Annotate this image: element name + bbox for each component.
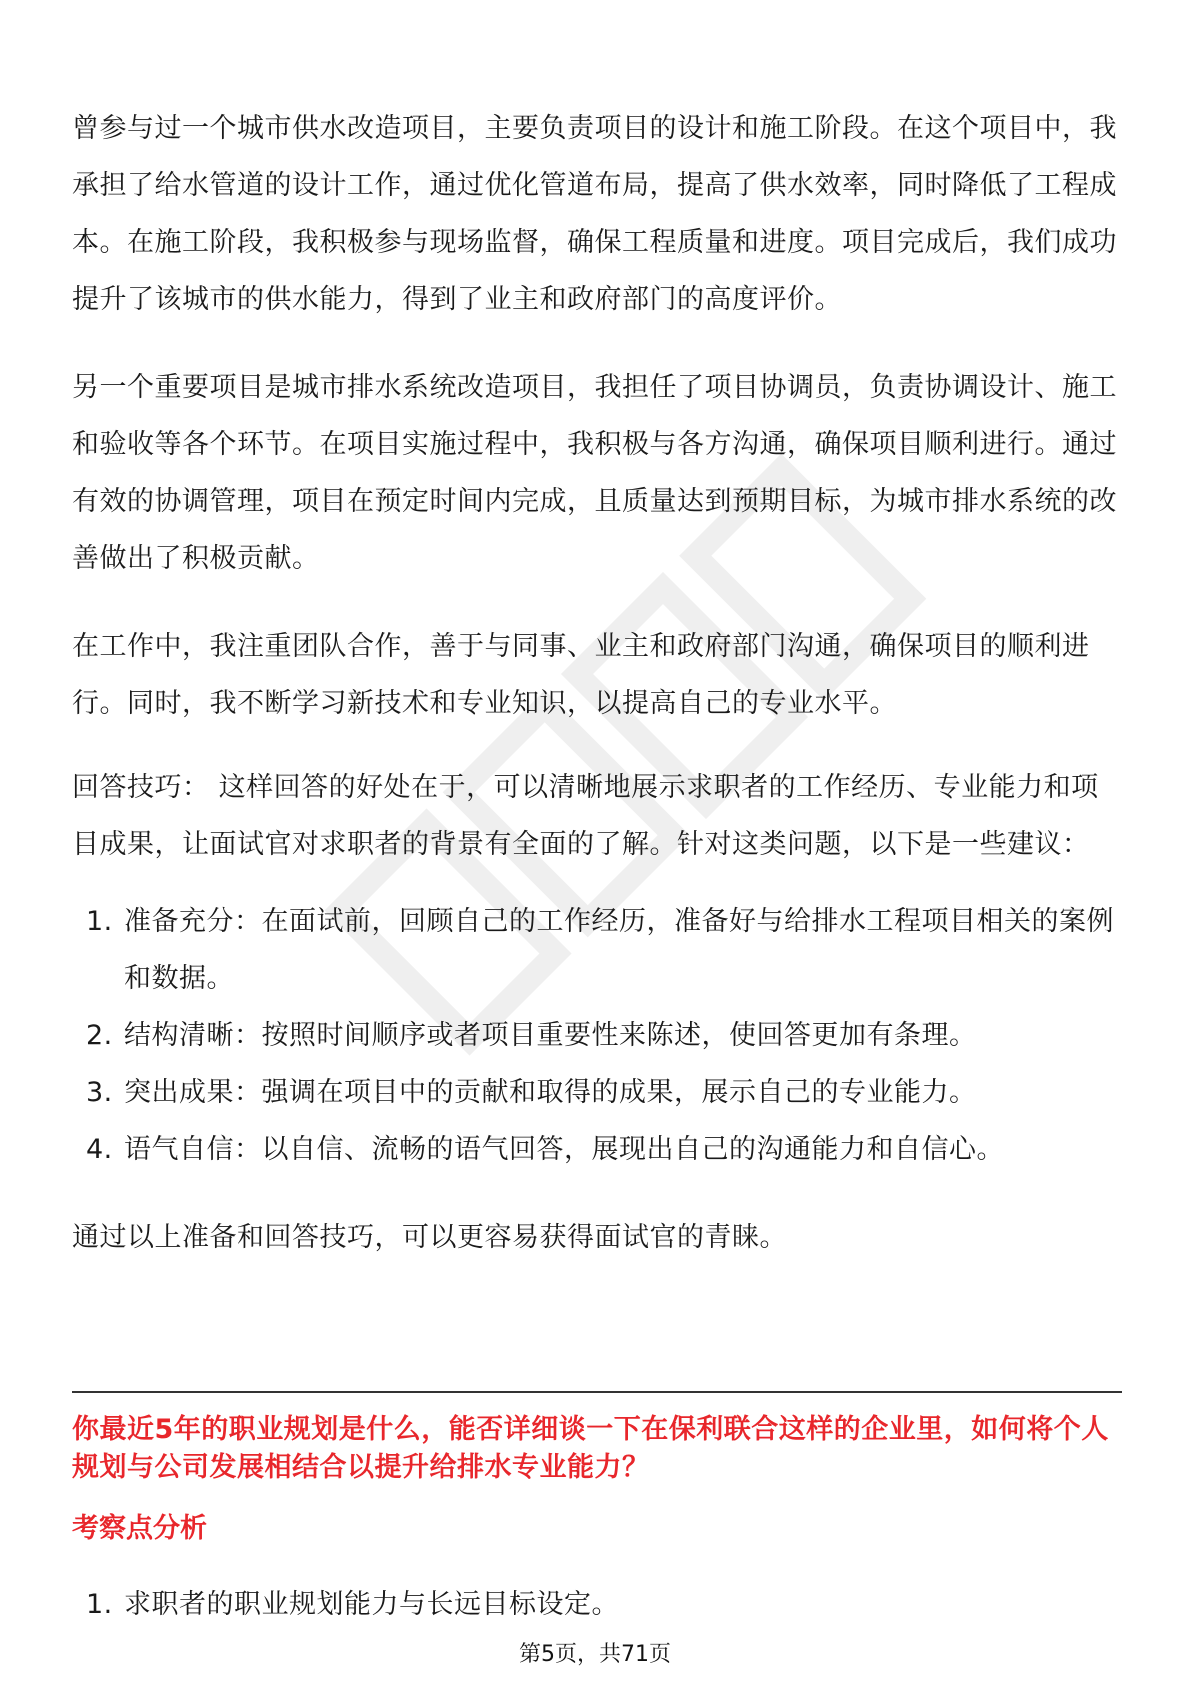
list-item-text: 结构清晰：按照时间顺序或者项目重要性来陈述，使回答更加有条理。 xyxy=(124,1020,977,1051)
list-item xyxy=(72,1576,1122,1633)
list-item-number: 2. xyxy=(86,1020,113,1051)
list-item-text: 语气自信：以自信、流畅的语气回答，展现出自己的沟通能力和自信心。 xyxy=(124,1134,1004,1165)
paragraph-closing: 通过以上准备和回答技巧，可以更容易获得面试官的青睐。 xyxy=(72,1222,787,1253)
main-content xyxy=(72,100,1122,1266)
analysis-list xyxy=(72,1576,1122,1633)
interview-question: 你最近5年的职业规划是什么，能否详细谈一下在保利联合这样的企业里，如何将个人规划与公司发展相结合以提升给排水专业能力？ xyxy=(72,1414,1109,1483)
page-footer: 第5页，共71页 xyxy=(519,1642,671,1667)
paragraph-water-supply-project: 曾参与过一个城市供水改造项目，主要负责项目的设计和施工阶段。在这个项目中，我承担了给水管道的设计工作，通过优化管道布局，提高了供水效率，同时降低了工程成本。在施工阶段，我积极参与现场监督，确保工程质量和进度。项目完成后，我们成功提升了该城市的供水能力，得到了业主和政府部门的高度评价。 xyxy=(72,113,1117,315)
section-divider xyxy=(72,1391,1122,1393)
list-item xyxy=(72,893,1122,1007)
list-item xyxy=(72,1121,1122,1178)
paragraph-drainage-project: 另一个重要项目是城市排水系统改造项目，我担任了项目协调员，负责协调设计、施工和验收等各个环节。在项目实施过程中，我积极与各方沟通，确保项目顺利进行。通过有效的协调管理，项目在预定时间内完成，且质量达到预期目标，为城市排水系统的改善做出了积极贡献。 xyxy=(72,372,1117,574)
list-item-number: 1. xyxy=(86,906,113,937)
list-item-number: 3. xyxy=(86,1077,113,1108)
paragraph-answer-tips: 回答技巧： 这样回答的好处在于，可以清晰地展示求职者的工作经历、专业能力和项目成果，让面试官对求职者的背景有全面的了解。针对这类问题，以下是一些建议： xyxy=(72,772,1099,860)
list-item-number: 1. xyxy=(86,1589,113,1620)
list-item-text: 准备充分：在面试前，回顾自己的工作经历，准备好与给排水工程项目相关的案例和数据。 xyxy=(124,906,1114,994)
analysis-heading: 考察点分析 xyxy=(72,1513,207,1544)
list-item-text: 突出成果：强调在项目中的贡献和取得的成果，展示自己的专业能力。 xyxy=(124,1077,977,1108)
list-item-text: 求职者的职业规划能力与长远目标设定。 xyxy=(124,1589,619,1620)
paragraph-teamwork: 在工作中，我注重团队合作，善于与同事、业主和政府部门沟通，确保项目的顺利进行。同时，我不断学习新技术和专业知识，以提高自己的专业水平。 xyxy=(72,631,1090,719)
list-item-number: 4. xyxy=(86,1134,113,1165)
list-item xyxy=(72,1007,1122,1064)
tips-list xyxy=(72,893,1122,1178)
list-item xyxy=(72,1064,1122,1121)
